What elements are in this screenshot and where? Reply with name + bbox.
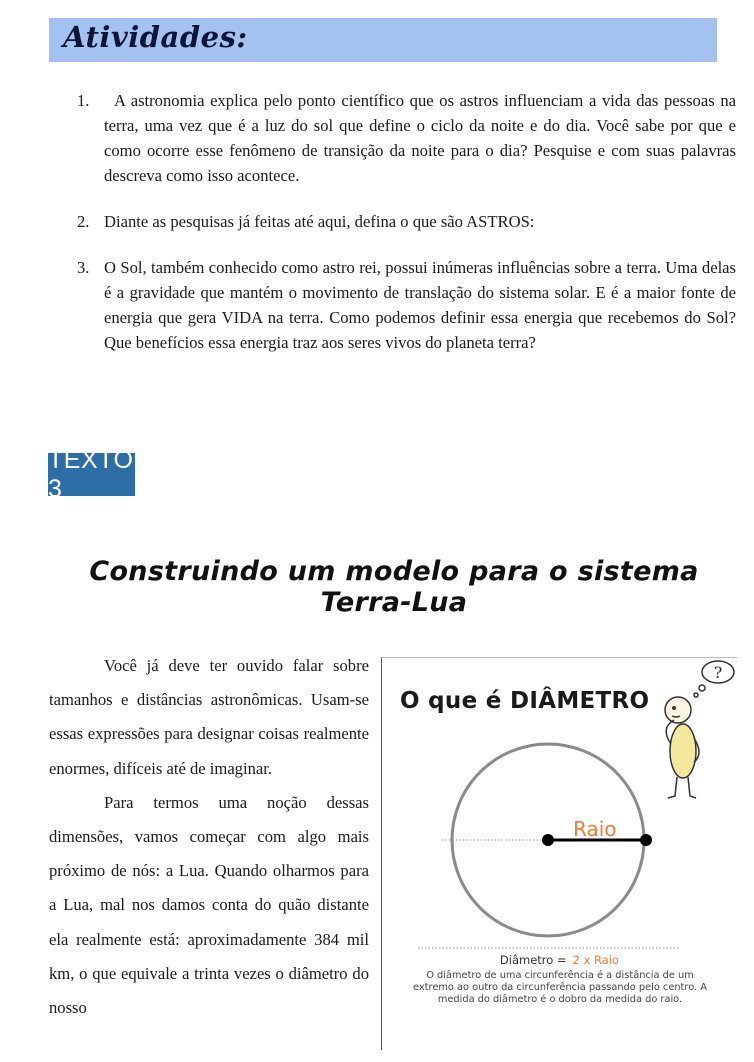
thinking-person-icon xyxy=(665,661,734,798)
diameter-formula xyxy=(382,953,737,967)
question-mark: ? xyxy=(713,663,723,682)
activity-number: 1. xyxy=(77,91,90,110)
activity-number: 2. xyxy=(77,212,90,231)
section-body xyxy=(49,649,369,1025)
activity-item xyxy=(77,255,736,355)
radius-label: Raio xyxy=(573,817,617,841)
paragraph: Você já deve ter ouvido falar sobre tamanhos e distâncias astronômicas. Usam-se essas expressões para designar coisas realmente enormes, difíceis até de imaginar. xyxy=(49,656,369,778)
activity-text: O Sol, também conhecido como astro rei, possui inúmeras influências sobre a terra. Uma delas é a gravidade que mantém o movimento de translação do sistema solar. E é a maior fonte de energia que gera VIDA na terra. Como podemos definir essa energia que recebemos do Sol? Que benefícios essa energia traz aos seres vivos do planeta terra? xyxy=(104,258,736,352)
activities-banner xyxy=(49,18,717,62)
formula-label: Diâmetro = xyxy=(499,953,567,967)
formula-value: 2 x Raio xyxy=(572,953,620,967)
figure-caption: O diâmetro de uma circunferência é a distância de um extremo ao outro da circunferência passando pelo centro. A medida do diâmetro é o dobro da medida do raio. xyxy=(413,970,707,1006)
texto-tag: TEXTO 3 xyxy=(48,445,134,503)
figure-title: O que é DIÂMETRO xyxy=(400,688,650,714)
section-title: Construindo um modelo para o sistema Terra-Lua xyxy=(89,556,699,618)
activity-item xyxy=(77,209,736,234)
activities-title: Atividades: xyxy=(63,20,248,54)
activity-text: Diante as pesquisas já feitas até aqui, defina o que são ASTROS: xyxy=(104,212,535,231)
activities-list xyxy=(77,88,736,355)
center-point xyxy=(542,834,554,846)
diameter-figure xyxy=(381,657,737,1050)
activity-item xyxy=(77,88,736,188)
paragraph: Para termos uma noção dessas dimensões, vamos começar com algo mais próximo de nós: a Lua. Quando olharmos para a Lua, mal nos damos conta do quão distante ela realmente está: aproximadamente 384 mil km, o que equivale a trinta vezes o diâmetro do nosso xyxy=(49,792,369,1018)
edge-point xyxy=(640,834,652,846)
activity-number: 3. xyxy=(77,258,90,277)
activity-text: A astronomia explica pelo ponto científico que os astros influenciam a vida das pessoas na terra, uma vez que é a luz do sol que define o ciclo da noite e do dia. Você sabe por que e como ocorre esse fenômeno de transição da noite para o dia? Pesquise e com suas palavras descreva como isso acontece. xyxy=(104,91,736,185)
